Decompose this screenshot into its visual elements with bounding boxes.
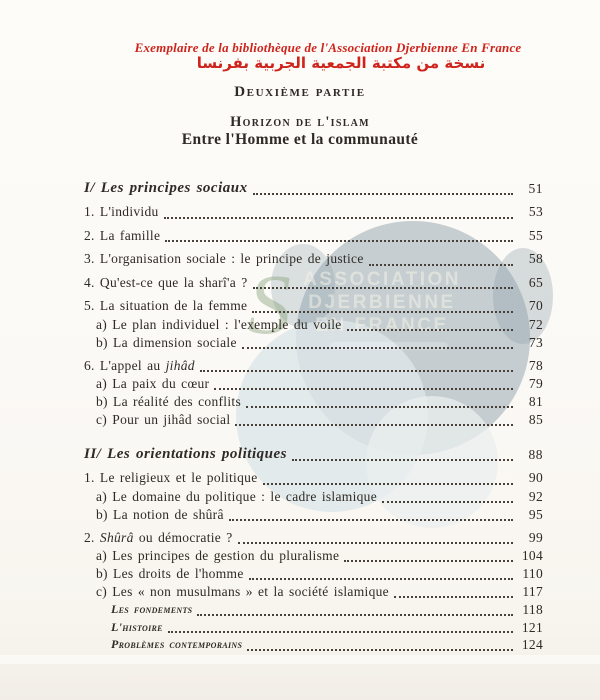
toc-entry: [84, 357, 543, 376]
toc-entry-label: II/ Les orientations politiques: [84, 446, 287, 462]
toc-page-number: 110: [522, 566, 543, 581]
library-stamp-arabic: نسخة من مكتبة الجمعية الجربية بفرنسا: [196, 54, 486, 72]
toc-entry-label: 2. La famille: [84, 227, 161, 243]
toc-entry: [84, 488, 543, 506]
toc-page-number: 65: [528, 274, 543, 290]
watermark-line-1: ASSOCIATION: [302, 269, 462, 290]
toc-page-number: 55: [528, 227, 543, 243]
toc-page-number: 81: [528, 394, 543, 409]
toc-entry: [84, 619, 543, 637]
dot-leader: [263, 483, 514, 485]
toc-entry-label: L'histoire: [111, 619, 163, 634]
toc-entry: [84, 297, 543, 316]
toc-entry: [84, 583, 543, 601]
dot-leader: [369, 264, 513, 266]
dot-leader: [164, 217, 513, 219]
toc-entry-label: a) La paix du cœur: [96, 376, 210, 391]
toc-entry: [84, 636, 543, 654]
toc-page-number: 79: [528, 376, 543, 391]
toc-page-number: 121: [521, 619, 543, 635]
book-subtitle: Entre l'Homme et la communauté: [181, 131, 419, 148]
toc-section-title: [84, 179, 543, 198]
toc-entry: [84, 393, 543, 411]
toc-entry-label: c) Pour un jihâd social: [96, 412, 231, 427]
dot-leader: [235, 424, 513, 426]
toc-entry: [84, 529, 543, 548]
toc-entry: [84, 411, 543, 429]
toc-page-number: 58: [528, 251, 543, 266]
toc-page-number: 118: [522, 602, 543, 617]
book-title: Horizon de l'islam: [230, 114, 370, 130]
dot-leader: [229, 519, 513, 521]
dot-leader: [197, 614, 513, 616]
dot-leader: [168, 631, 513, 633]
dot-leader: [200, 370, 513, 372]
toc-entry-label: b) La notion de shûrâ: [96, 506, 224, 522]
toc-page-number: 78: [528, 357, 543, 373]
dot-leader: [382, 501, 513, 503]
toc-entry-label: 5. La situation de la femme: [84, 298, 248, 313]
toc-entry-label: b) La dimension sociale: [96, 334, 237, 350]
toc-entry-label: 4. Qu'est-ce que la sharî'a ?: [84, 274, 248, 290]
toc-page-number: 53: [528, 204, 543, 219]
toc-entry: [84, 316, 543, 334]
scan-artifact-band: [0, 655, 600, 664]
dot-leader: [344, 560, 513, 562]
toc-entry-label: a) Les principes de gestion du pluralisme: [96, 548, 340, 563]
dot-leader: [253, 193, 513, 195]
toc-entry: [84, 565, 543, 583]
toc-entry-label: 1. L'individu: [84, 204, 159, 219]
toc-entry-label: 6. L'appel au jihâd: [84, 357, 195, 373]
toc-entry: [84, 227, 543, 246]
toc-entry-label: 3. L'organisation sociale : le principe de justice: [84, 251, 364, 266]
watermark-monogram: S: [248, 256, 291, 352]
watermark-line-2: DJERBIENNE: [308, 292, 456, 313]
dot-leader: [238, 542, 513, 544]
dot-leader: [252, 311, 513, 313]
toc-entry: [84, 334, 543, 352]
watermark-line-3: EN FRANCE: [315, 315, 449, 336]
toc-entry-label: b) Les droits de l'homme: [96, 566, 244, 581]
toc-page-number: 92: [528, 488, 543, 504]
toc-entry-label: a) Le domaine du politique : le cadre islamique: [96, 488, 378, 504]
toc-entry: [84, 506, 543, 524]
toc-entry-label: b) La réalité des conflits: [96, 394, 241, 409]
toc-entry: [84, 375, 543, 393]
toc-page-number: 117: [522, 584, 543, 599]
dot-leader: [394, 596, 513, 598]
toc-entry-label: I/ Les principes sociaux: [84, 180, 248, 196]
dot-leader: [246, 406, 513, 408]
toc-entry-label: Problèmes contemporains: [111, 637, 243, 651]
toc-page-number: 95: [528, 506, 543, 522]
part-title: Deuxième partie: [234, 84, 366, 100]
toc-page-number: 85: [528, 412, 543, 427]
toc: [84, 179, 543, 654]
toc-page-number: 51: [528, 181, 543, 196]
toc-page-number: 99: [528, 529, 543, 545]
toc-entry: [84, 469, 543, 488]
dot-leader: [214, 388, 513, 390]
toc-page-number: 104: [521, 548, 543, 563]
dot-leader: [165, 240, 513, 242]
dot-leader: [249, 578, 513, 580]
library-stamp-french: Exemplaire de la bibliothèque de l'Association Djerbienne En France: [134, 40, 522, 55]
toc-page-number: 70: [528, 298, 543, 313]
toc-entry: [84, 601, 543, 619]
toc-page-number: 90: [528, 470, 543, 485]
toc-entry-label: 1. Le religieux et le politique: [84, 470, 258, 485]
toc-section: [84, 179, 543, 429]
toc-page-number: 72: [528, 316, 543, 332]
toc-entry-label: 2. Shûrâ ou démocratie ?: [84, 529, 233, 545]
dot-leader: [253, 287, 514, 289]
toc-entry: [84, 250, 543, 269]
dot-leader: [242, 347, 513, 349]
toc-page-number: 73: [528, 334, 543, 350]
dot-leader: [292, 459, 513, 461]
toc-section-title: [84, 445, 543, 464]
toc-entry: [84, 274, 543, 293]
toc-page-number: 88: [528, 447, 543, 462]
toc-section: [84, 445, 543, 654]
toc-entry-label: c) Les « non musulmans » et la société islamique: [96, 584, 389, 599]
dot-leader: [347, 329, 513, 331]
toc-entry: [84, 547, 543, 565]
toc-page-number: 124: [521, 637, 543, 652]
dot-leader: [247, 649, 513, 651]
toc-entry: [84, 203, 543, 222]
toc-entry-label: a) Le plan individuel : l'exemple du voile: [96, 316, 342, 332]
toc-entry-label: Les fondements: [111, 602, 193, 616]
